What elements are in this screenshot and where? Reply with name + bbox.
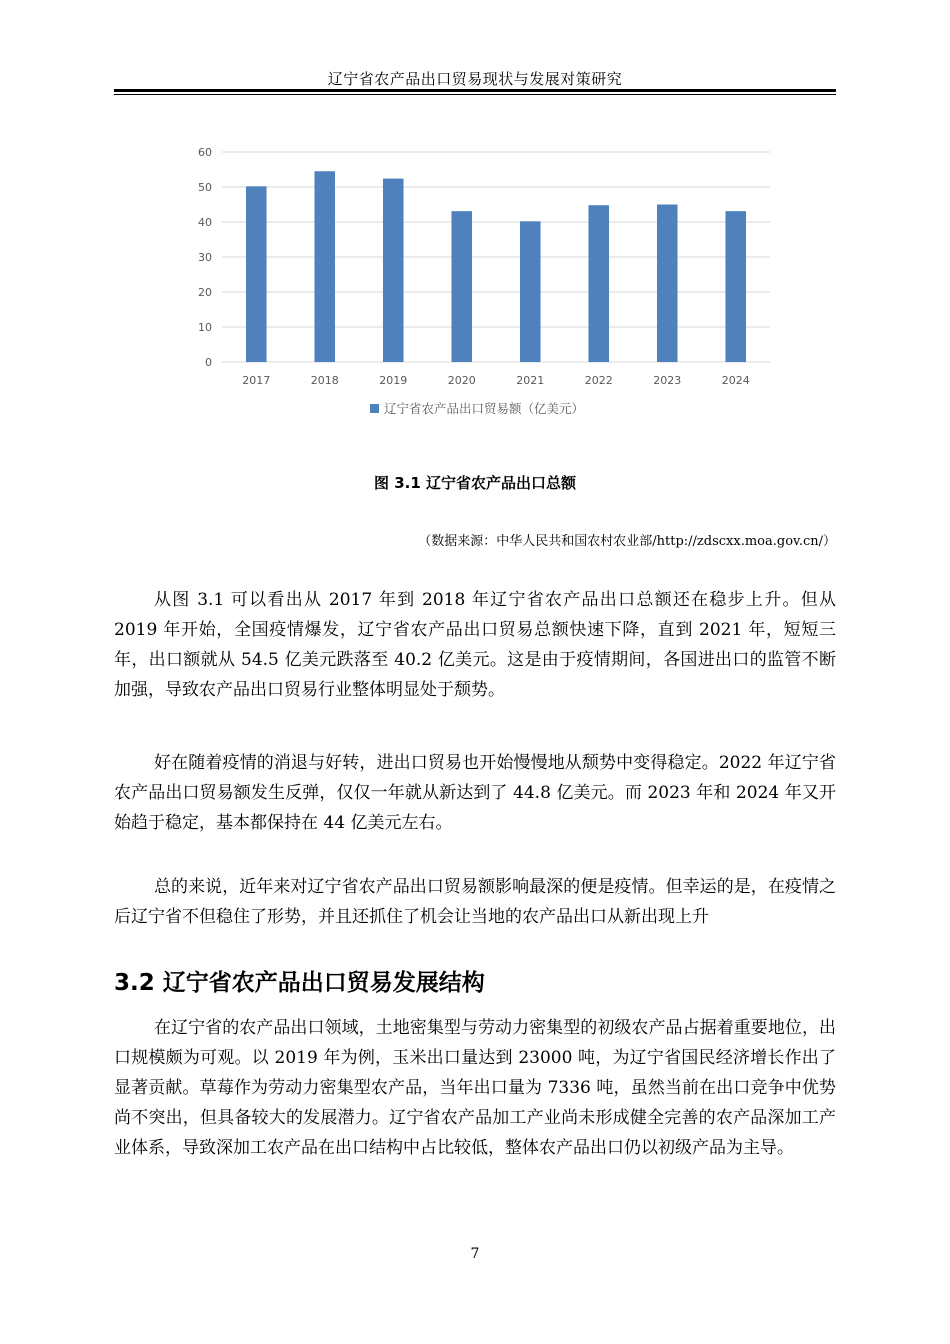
paragraph: 总的来说，近年来对辽宁省农产品出口贸易额影响最深的便是疫情。但幸运的是，在疫情之后辽宁省不但稳住了形势，并且还抓住了机会让当地的农产品出口从新出现上升 <box>114 877 836 927</box>
chart-svg <box>180 140 780 440</box>
paragraph: 好在随着疫情的消退与好转，进出口贸易也开始慢慢地从颓势中变得稳定。2022 年辽宁省农产品出口贸易额发生反弹，仅仅一年就从新达到了 44.8 亿美元。而 2023 年和 2024 年又开始趋于稳定，基本都保持在 44 亿美元左右。 <box>114 753 836 833</box>
y-tick-label: 20 <box>198 286 212 299</box>
bar-2024 <box>725 211 746 362</box>
y-tick-label: 40 <box>198 216 212 229</box>
y-tick-label: 30 <box>198 251 212 264</box>
x-tick-label: 2017 <box>242 374 271 387</box>
header-rule-thick <box>114 89 836 92</box>
y-tick-label: 60 <box>198 146 212 159</box>
header-rule-thin <box>114 94 836 95</box>
legend-label: 辽宁省农产品出口贸易额（亿美元） <box>384 401 585 416</box>
bar-2020 <box>451 211 472 362</box>
x-tick-label: 2020 <box>447 374 476 387</box>
paragraph: 在辽宁省的农产品出口领域，土地密集型与劳动力密集型的初级农产品占据着重要地位，出口规模颇为可观。以 2019 年为例，玉米出口量达到 23000 吨，为辽宁省国民经济增长作出了显著贡献。草莓作为劳动力密集型农产品，当年出口量为 7336 吨，虽然当前在出口竞争中优势尚不突出，但具备较大的发展潜力。辽宁省农产品加工产业尚未形成健全完善的农产品深加工产业体系，导致深加工农产品在出口结构中占比较低，整体农产品出口仍以初级产品为主导。 <box>114 1018 836 1158</box>
section-heading: 3.2 辽宁省农产品出口贸易发展结构 <box>114 970 485 996</box>
export-bar-chart <box>180 140 780 440</box>
bar-2023 <box>657 205 678 363</box>
x-tick-label: 2023 <box>653 374 682 387</box>
bar-2022 <box>588 205 609 362</box>
running-header: 辽宁省农产品出口贸易现状与发展对策研究 <box>327 70 623 88</box>
legend-swatch <box>370 404 379 413</box>
x-tick-label: 2021 <box>516 374 545 387</box>
y-tick-label: 50 <box>198 181 212 194</box>
y-tick-label: 10 <box>198 321 212 334</box>
page-number: 7 <box>470 1246 480 1262</box>
x-tick-label: 2019 <box>379 374 408 387</box>
figure-caption: 图 3.1 辽宁省农产品出口总额 <box>373 474 577 492</box>
bar-2018 <box>314 171 335 362</box>
paragraph: 从图 3.1 可以看出从 2017 年到 2018 年辽宁省农产品出口总额还在稳步上升。但从 2019 年开始，全国疫情爆发，辽宁省农产品出口贸易总额快速下降，直到 2021 年，短短三年，出口额就从 54.5 亿美元跌落至 40.2 亿美元。这是由于疫情期间，各国进出口的监管不断加强，导致农产品出口贸易行业整体明显处于颓势。 <box>114 590 836 700</box>
x-tick-label: 2024 <box>721 374 750 387</box>
bar-2019 <box>383 179 404 362</box>
bar-2021 <box>520 221 541 362</box>
bar-2017 <box>246 186 267 362</box>
data-source-note: （数据来源：中华人民共和国农村农业部/http://zdscxx.moa.gov.cn/） <box>418 534 836 549</box>
y-tick-label: 0 <box>205 356 212 369</box>
x-tick-label: 2018 <box>310 374 339 387</box>
x-tick-label: 2022 <box>584 374 613 387</box>
